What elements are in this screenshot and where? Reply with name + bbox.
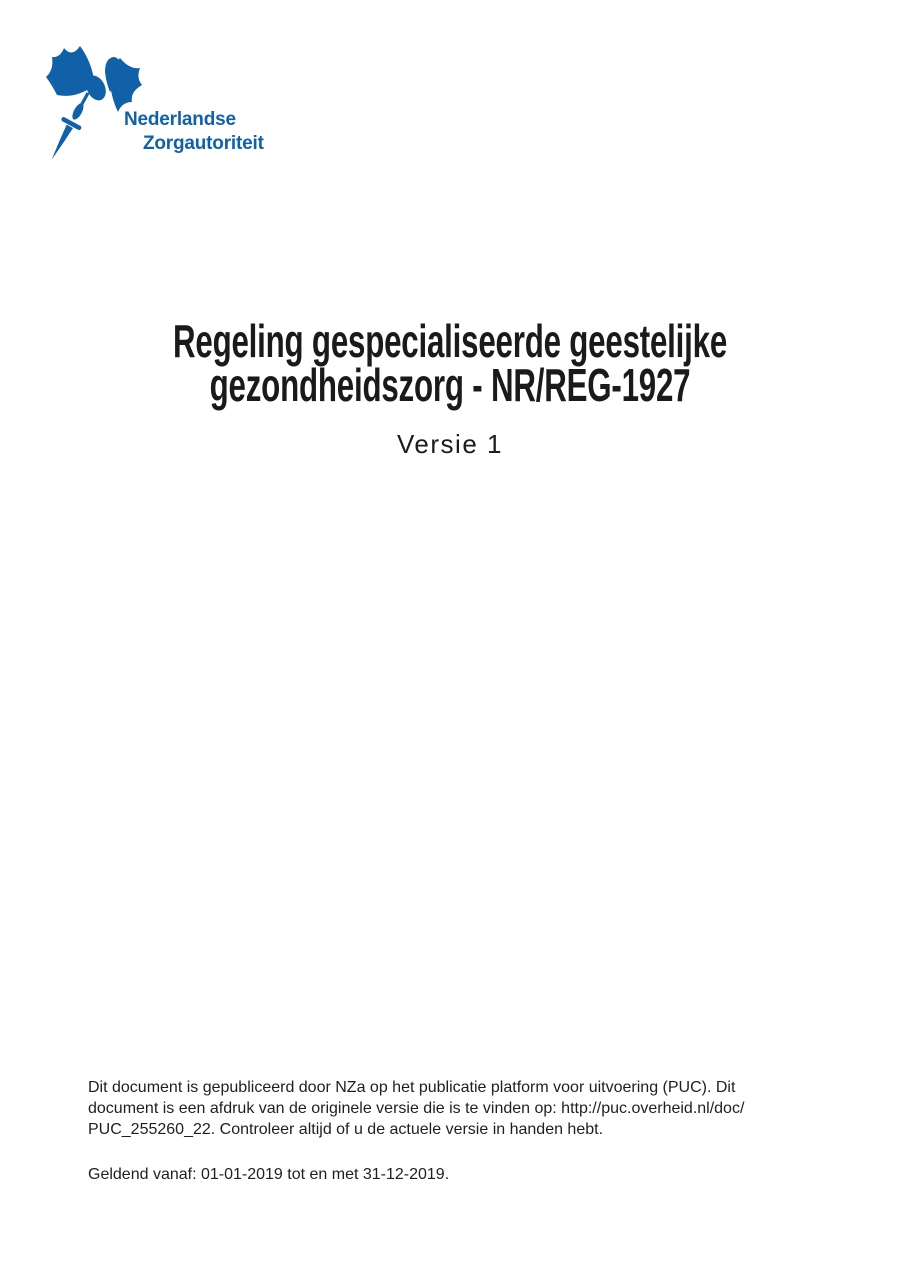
publication-note-line3: PUC_255260_22. Controleer altijd of u de actuele versie in handen hebt.	[88, 1121, 604, 1138]
version-label: Versie 1	[397, 429, 503, 459]
publication-note-line1: Dit document is gepubliceerd door NZa op het publicatie platform voor uitvoering (PUC). Dit	[88, 1079, 736, 1096]
publication-note	[88, 1077, 818, 1140]
publication-note-line2: document is een afdruk van de originele versie die is te vinden op: http://puc.overheid.nl/doc/	[88, 1100, 745, 1117]
footer	[88, 1077, 818, 1185]
validity-period: Geldend vanaf: 01-01-2019 tot en met 31-12-2019.	[88, 1166, 450, 1183]
nza-wordmark-line1: Nederlandse	[124, 109, 236, 130]
document-title-line2: gezondheidszorg - NR/REG-1927	[209, 359, 691, 411]
document-title-line1: Regeling gespecialiseerde geestelijke	[172, 315, 728, 367]
nza-wordmark	[124, 108, 264, 156]
document-title	[144, 315, 756, 411]
nza-wordmark-line2: Zorgautoriteit	[143, 133, 264, 154]
